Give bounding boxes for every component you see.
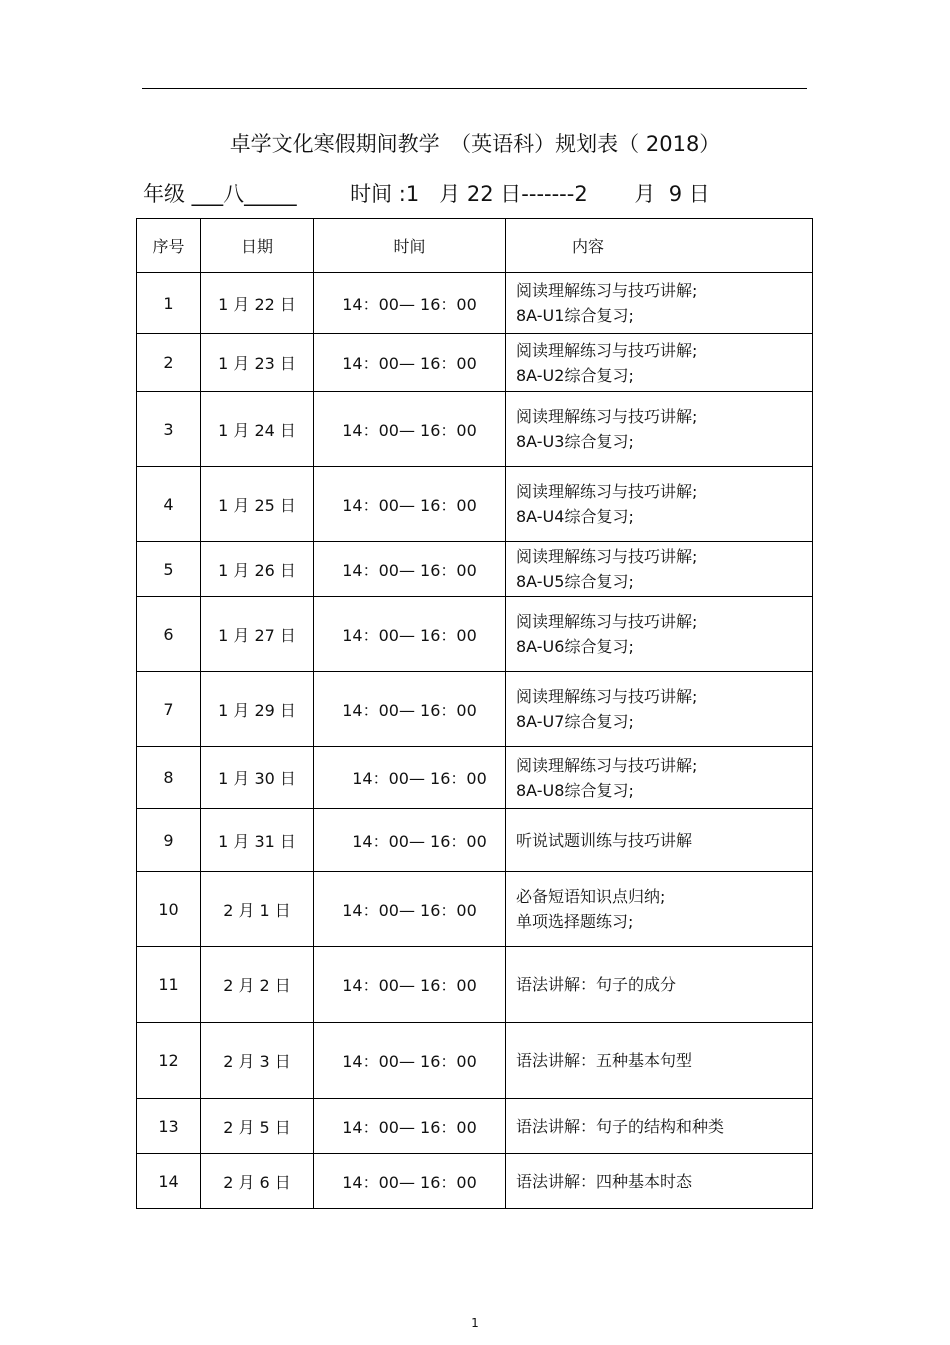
table-row xyxy=(137,542,813,597)
header-no: 序号 xyxy=(137,219,201,273)
table-row xyxy=(137,1099,813,1154)
row-date: 1 月 29 日 xyxy=(201,672,314,747)
row-content-line: 语法讲解：句子的成分 xyxy=(516,975,677,994)
row-content-cell xyxy=(506,542,813,597)
table-row xyxy=(137,1023,813,1099)
header-time: 时间 xyxy=(314,219,506,273)
row-content-line: 阅读理解练习与技巧讲解; xyxy=(516,407,698,426)
row-content-line: 语法讲解：四种基本时态 xyxy=(516,1171,693,1191)
row-content-cell xyxy=(506,597,813,672)
row-content-cell xyxy=(506,1099,813,1154)
row-time-cell xyxy=(314,467,506,542)
row-number: 14 xyxy=(137,1154,201,1209)
row-number: 2 xyxy=(137,334,201,392)
row-content-line: 8A-U6综合复习; xyxy=(516,637,634,656)
row-content-cell xyxy=(506,747,813,809)
table-row xyxy=(137,1154,813,1209)
row-time-cell xyxy=(314,872,506,947)
row-number: 13 xyxy=(137,1099,201,1154)
row-content-line: 语法讲解：句子的结构和种类 xyxy=(516,1116,725,1136)
row-date: 1 月 23 日 xyxy=(201,334,314,392)
table-body xyxy=(137,273,813,1209)
table-row xyxy=(137,809,813,872)
row-content-cell xyxy=(506,1023,813,1099)
row-content-line: 8A-U3综合复习; xyxy=(516,432,634,451)
row-time: 14：00— 16：00 xyxy=(342,900,477,920)
row-content-cell xyxy=(506,872,813,947)
table-row xyxy=(137,672,813,747)
row-content-cell xyxy=(506,672,813,747)
row-time-cell xyxy=(314,672,506,747)
row-content-line: 阅读理解练习与技巧讲解; xyxy=(516,547,698,566)
page-title: 卓学文化寒假期间教学 （英语科）规划表（ 2018） xyxy=(229,132,721,156)
row-content-line: 听说试题训练与技巧讲解 xyxy=(516,830,693,850)
row-number: 7 xyxy=(137,672,201,747)
row-content-cell xyxy=(506,947,813,1023)
row-content-line: 阅读理解练习与技巧讲解; xyxy=(516,340,698,360)
row-time-cell xyxy=(314,334,506,392)
row-content-line: 阅读理解练习与技巧讲解; xyxy=(516,612,698,631)
row-time: 14：00— 16：00 xyxy=(342,1117,477,1137)
row-time: 14：00— 16：00 xyxy=(342,1172,477,1192)
row-time-cell xyxy=(314,273,506,334)
row-number: 11 xyxy=(137,947,201,1023)
row-content-line: 单项选择题练习; xyxy=(516,912,634,931)
row-content-cell xyxy=(506,467,813,542)
row-date: 1 月 25 日 xyxy=(201,467,314,542)
row-date: 2 月 5 日 xyxy=(201,1099,314,1154)
row-content-line: 语法讲解：五种基本句型 xyxy=(516,1051,693,1070)
row-time: 14：00— 16：00 xyxy=(342,700,477,720)
row-date: 1 月 30 日 xyxy=(201,747,314,809)
row-number: 12 xyxy=(137,1023,201,1099)
row-content-line: 必备短语知识点归纳; xyxy=(516,887,666,906)
row-time: 14：00— 16：00 xyxy=(342,495,477,515)
grade-and-period-line: 年级 ___八_____ 时间 :1 月 22 日-------2 月 9 日 xyxy=(143,182,710,206)
page-number: 1 xyxy=(471,1316,479,1330)
row-content-line: 阅读理解练习与技巧讲解; xyxy=(516,755,698,775)
row-date: 2 月 3 日 xyxy=(201,1023,314,1099)
row-time: 14：00— 16：00 xyxy=(352,831,487,851)
row-content-line: 8A-U8综合复习; xyxy=(516,780,634,800)
row-number: 10 xyxy=(137,872,201,947)
row-time: 14：00— 16：00 xyxy=(342,420,477,440)
header-date: 日期 xyxy=(201,219,314,273)
row-time: 14：00— 16：00 xyxy=(342,976,477,995)
row-time: 14：00— 16：00 xyxy=(352,769,487,788)
row-content-cell xyxy=(506,1154,813,1209)
table-header-row xyxy=(137,219,813,273)
table-row xyxy=(137,334,813,392)
row-time-cell xyxy=(314,542,506,597)
row-time-cell xyxy=(314,392,506,467)
row-content-cell xyxy=(506,273,813,334)
row-time-cell xyxy=(314,1023,506,1099)
row-date: 1 月 27 日 xyxy=(201,597,314,672)
row-date: 2 月 6 日 xyxy=(201,1154,314,1209)
row-date: 1 月 31 日 xyxy=(201,809,314,872)
row-content-line: 8A-U7综合复习; xyxy=(516,712,634,731)
table-row xyxy=(137,392,813,467)
row-number: 3 xyxy=(137,392,201,467)
table-row xyxy=(137,273,813,334)
row-time: 14：00— 16：00 xyxy=(342,354,477,373)
row-content-cell xyxy=(506,809,813,872)
header-rule xyxy=(142,88,807,89)
row-content-line: 8A-U1综合复习; xyxy=(516,306,634,325)
header-content: 内容 xyxy=(506,219,813,273)
row-date: 1 月 26 日 xyxy=(201,542,314,597)
table-row xyxy=(137,747,813,809)
row-time: 14：00— 16：00 xyxy=(342,560,477,580)
row-time-cell xyxy=(314,597,506,672)
row-time-cell xyxy=(314,747,506,809)
row-number: 1 xyxy=(137,273,201,334)
row-number: 8 xyxy=(137,747,201,809)
table-row xyxy=(137,872,813,947)
row-number: 5 xyxy=(137,542,201,597)
row-number: 9 xyxy=(137,809,201,872)
row-time-cell xyxy=(314,947,506,1023)
table-row xyxy=(137,947,813,1023)
row-time: 14：00— 16：00 xyxy=(342,625,477,645)
row-number: 4 xyxy=(137,467,201,542)
table-row xyxy=(137,597,813,672)
row-content-line: 8A-U4综合复习; xyxy=(516,507,634,526)
row-content-line: 8A-U5综合复习; xyxy=(516,572,634,591)
row-date: 2 月 1 日 xyxy=(201,872,314,947)
row-content-line: 阅读理解练习与技巧讲解; xyxy=(516,482,698,501)
row-date: 1 月 22 日 xyxy=(201,273,314,334)
row-content-cell xyxy=(506,392,813,467)
row-time: 14：00— 16：00 xyxy=(342,1052,477,1071)
row-date: 1 月 24 日 xyxy=(201,392,314,467)
row-date: 2 月 2 日 xyxy=(201,947,314,1023)
row-time-cell xyxy=(314,809,506,872)
row-time: 14：00— 16：00 xyxy=(342,294,477,314)
row-content-line: 8A-U2综合复习; xyxy=(516,365,634,385)
row-content-line: 阅读理解练习与技巧讲解; xyxy=(516,687,698,706)
schedule-table xyxy=(136,218,813,1209)
table-row xyxy=(137,467,813,542)
row-content-cell xyxy=(506,334,813,392)
row-time-cell xyxy=(314,1099,506,1154)
row-number: 6 xyxy=(137,597,201,672)
row-content-line: 阅读理解练习与技巧讲解; xyxy=(516,281,698,300)
row-time-cell xyxy=(314,1154,506,1209)
